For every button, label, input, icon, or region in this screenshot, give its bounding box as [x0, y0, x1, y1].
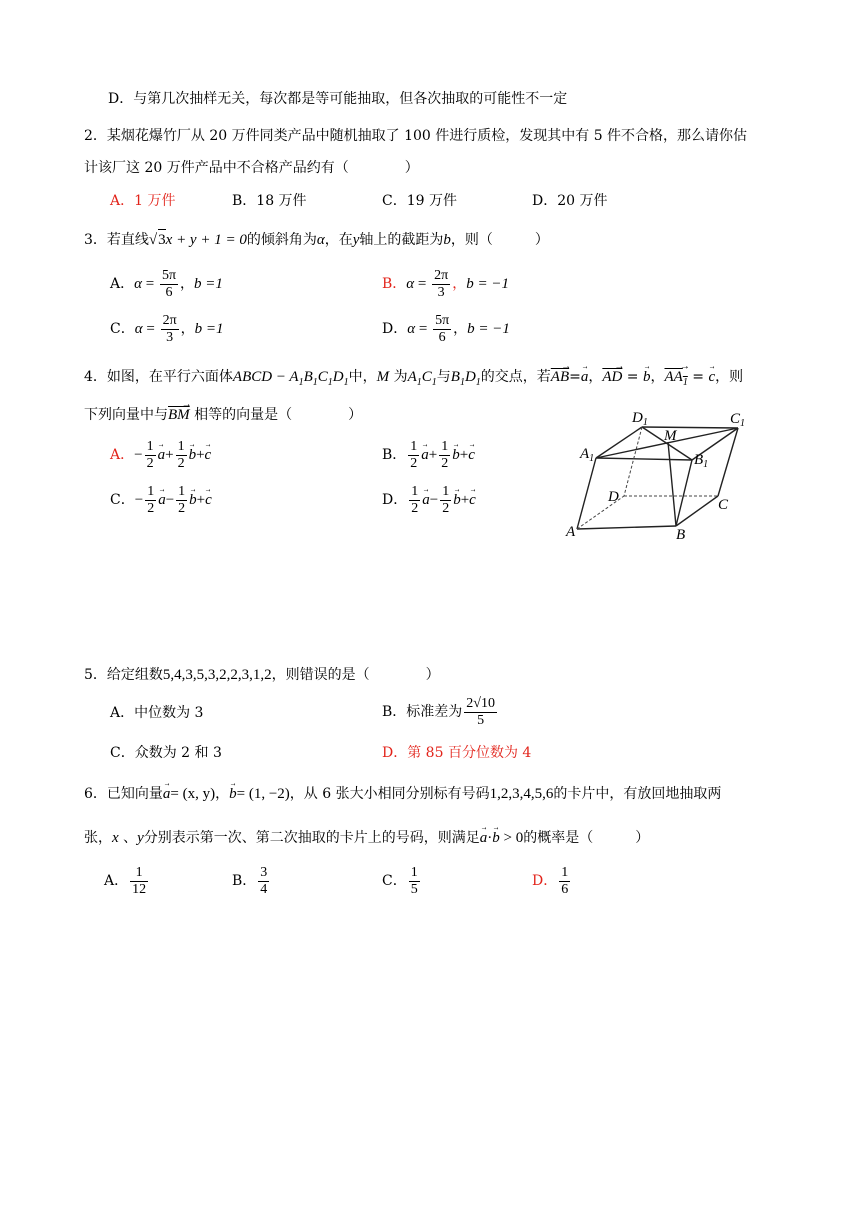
label-b: B — [676, 527, 686, 543]
q5-option-c: C．众数为 2 和 3 — [110, 745, 222, 761]
label-d: D — [608, 489, 619, 505]
q3-stem: 3．若直线√3x + y + 1 = 0的倾斜角为α，在y轴上的截距为b，则（ ） — [84, 229, 549, 250]
q4-option-c: C．− $\frac{1}{2}$ → a− $\frac{1}{2}$ → b+→ c — [110, 482, 212, 518]
label-a1: $A_1$ — [580, 446, 595, 464]
q5-option-a: A．中位数为 3 — [110, 705, 204, 721]
q5-option-b: B．标准差为 $\frac{2√10}{5}$ — [382, 695, 495, 728]
label-d1: $D_1$ — [632, 410, 648, 428]
q5-option-d: D．第 85 百分位数为 4 — [382, 745, 532, 761]
q4-line2: 下列向量中与$\overline{BM}$ → 相等的向量是（ ） — [84, 405, 362, 425]
q3-option-d: D．α = $\frac{5\pi}{6}$ ，b = −1 — [382, 312, 510, 345]
q4-option-d: D． $\frac{1}{2}$ → a− $\frac{1}{2}$ → b+→ c — [382, 482, 476, 518]
q2-line1: 2．某烟花爆竹厂从 20 万件同类产品中随机抽取了 100 件进行质检，发现其中有 5 件不合格，那么请你估 — [84, 128, 748, 144]
q2-line2: 计该厂这 20 万件产品中不合格产品约有（ ） — [84, 160, 419, 176]
q6-option-c: C． $\frac{1}{5}$ — [382, 864, 418, 897]
q6-option-d: D． $\frac{1}{6}$ — [532, 864, 569, 897]
q6-option-a: A． $\frac{1}{12}$ — [104, 864, 147, 897]
q4-line1: 4．如图，在平行六面体ABCD − $A_1B_1C_1D_1$中，M 为$A_1C_1$与$B_1D_1$的交点，若$\overline{AB}$ →=→ a，$\overline{AD}$ → = → b，$AA_1$ → = → c，则 — [84, 367, 743, 393]
q2-option-c: C．19 万件 — [382, 193, 457, 209]
label-c1: $C_1$ — [730, 411, 746, 429]
label-a: A — [566, 524, 576, 540]
label-c: C — [718, 497, 729, 513]
q6-line2: 张，x 、y分别表示第一次、第二次抽取的卡片上的号码，则满足→ a·→ b > 0的概率是（ ） — [84, 828, 649, 848]
label-b1: $B_1$ — [694, 452, 709, 470]
q6-option-b: B． $\frac{3}{4}$ — [232, 864, 268, 897]
q2-option-d: D．20 万件 — [532, 193, 608, 209]
q4-option-b: B． $\frac{1}{2}$ → a+ $\frac{1}{2}$ → b+→ c — [382, 437, 475, 473]
q3-option-b: B．α = $\frac{2\pi}{3}$ ，b = −1 — [382, 267, 509, 300]
q6-line1: 6．已知向量→ a= (x, y)，→ b= (1, −2)，从 6 张大小相同分别标有号码1,2,3,4,5,6的卡片中，有放回地抽取两 — [84, 784, 721, 804]
q1-option-d: D．与第几次抽样无关，每次都是等可能抽取，但各次抽取的可能性不一定 — [108, 91, 568, 107]
q3-option-c: C．α = $\frac{2\pi}{3}$ ，b =1 — [110, 312, 224, 345]
parallelepiped-figure — [560, 408, 760, 543]
q3-option-a: A．α = $\frac{5\pi}{6}$ ，b =1 — [110, 267, 223, 300]
q5-stem: 5．给定组数5,4,3,5,3,2,2,3,1,2，则错误的是（ ） — [84, 667, 440, 683]
q4-option-a: A．− $\frac{1}{2}$ → a+ $\frac{1}{2}$ → b+→ c — [110, 437, 211, 473]
label-m: M — [664, 428, 677, 444]
q2-option-b: B．18 万件 — [232, 193, 307, 209]
q2-option-a: A．1 万件 — [110, 193, 176, 209]
